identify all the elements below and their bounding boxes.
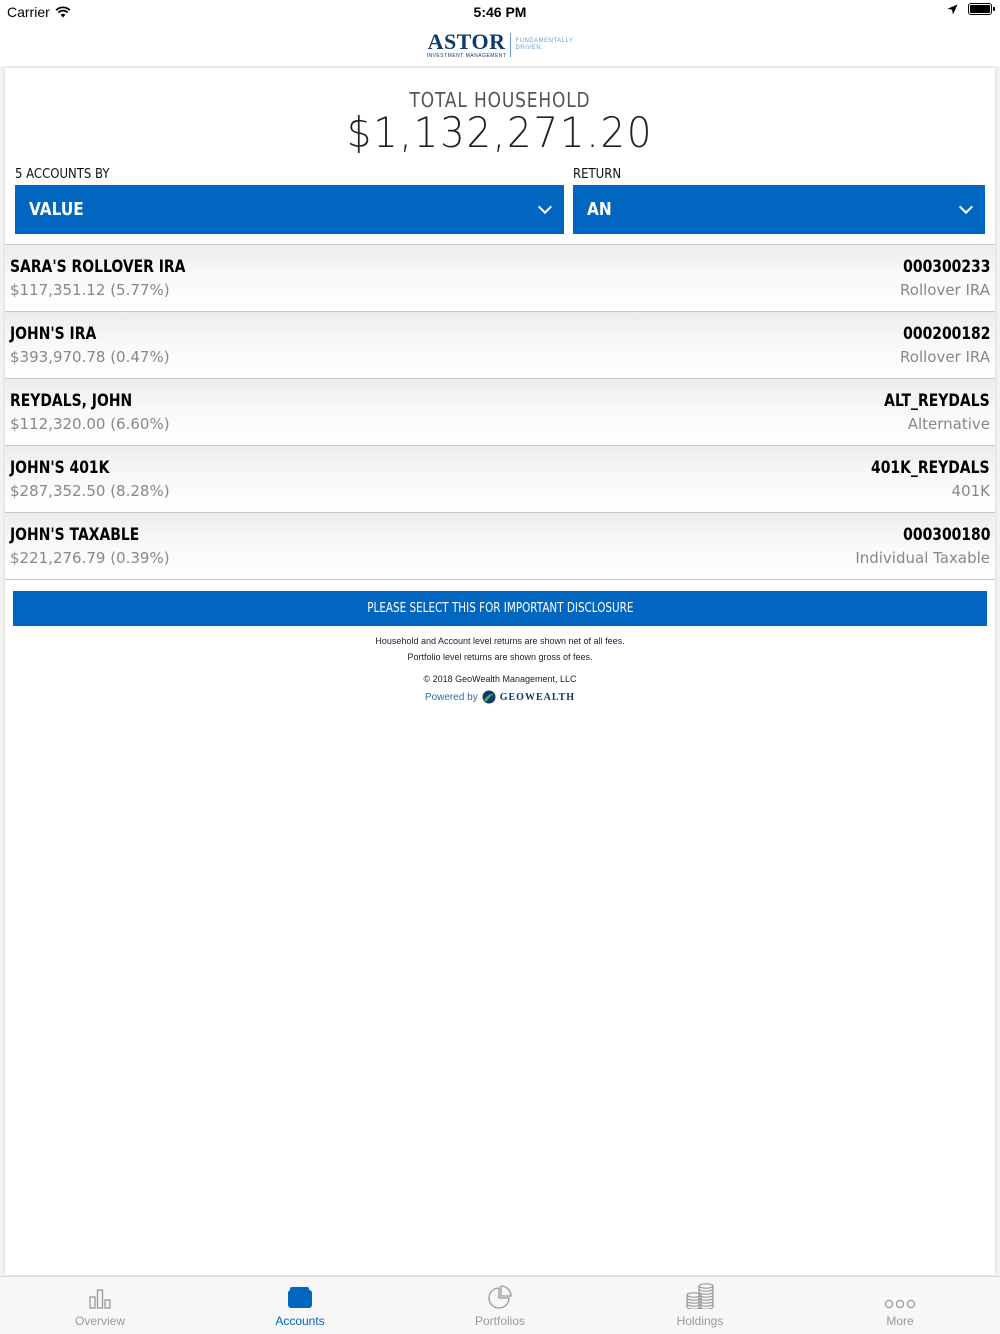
account-number: 000300233	[902, 257, 990, 277]
account-type: Individual Taxable	[855, 549, 990, 567]
app-header	[0, 24, 1000, 66]
tab-label: Holdings	[676, 1314, 724, 1328]
copyright: © 2018 GeoWealth Management, LLC	[423, 674, 577, 684]
account-row[interactable]	[5, 446, 995, 513]
account-number: ALT_REYDALS	[884, 391, 990, 411]
total-household-label: TOTAL HOUSEHOLD	[409, 88, 591, 112]
tab-label: Portfolios	[474, 1314, 526, 1328]
status-time: 5:46 PM	[473, 4, 527, 20]
account-name: SARA'S ROLLOVER IRA	[10, 257, 186, 277]
coins-stack-icon	[685, 1283, 715, 1309]
account-number: 000200182	[902, 324, 990, 344]
account-value: $287,352.50 (8.28%)	[10, 482, 170, 500]
tab-portfolios[interactable]	[400, 1277, 600, 1334]
logo-divider	[510, 33, 511, 57]
tab-bar	[0, 1276, 1000, 1334]
tab-label: More	[886, 1314, 914, 1328]
location-arrow-icon	[947, 4, 958, 15]
account-row[interactable]	[5, 245, 995, 312]
chevron-down-icon	[538, 199, 552, 213]
account-value: $117,351.12 (5.77%)	[10, 281, 170, 299]
bar-chart-icon	[89, 1289, 111, 1309]
sort-by-label: 5 ACCOUNTS BY	[15, 167, 110, 182]
battery-icon	[968, 3, 992, 15]
geowealth-logo-icon	[482, 690, 496, 704]
chevron-down-icon	[959, 199, 973, 213]
more-dots-icon	[884, 1299, 916, 1309]
account-number: 000300180	[902, 525, 990, 545]
logo-subtitle: INVESTMENT MANAGEMENT	[426, 53, 507, 59]
account-type: 401K	[951, 482, 990, 500]
carrier-label: Carrier	[7, 4, 50, 20]
return-value: AN	[587, 199, 612, 220]
account-row[interactable]	[5, 513, 995, 580]
logo-tagline-2: DRIVEN.	[515, 45, 544, 51]
tab-holdings[interactable]	[600, 1277, 800, 1334]
total-household-value: $1,132,271.20	[346, 108, 654, 157]
logo-tagline-1: FUNDAMENTALLY	[515, 38, 574, 44]
accounts-panel	[5, 68, 995, 1275]
tab-label: Accounts	[275, 1314, 325, 1328]
account-type: Alternative	[907, 415, 990, 433]
disclosure-button-label: PLEASE SELECT THIS FOR IMPORTANT DISCLOSURE	[366, 601, 634, 616]
account-number: 401K_REYDALS	[871, 458, 990, 478]
disclosure-button[interactable]	[13, 591, 987, 626]
tab-label: Overview	[74, 1314, 125, 1328]
account-name: REYDALS, JOHN	[10, 391, 133, 411]
returns-note-net: Household and Account level returns are shown net of all fees.	[375, 636, 625, 646]
returns-note-gross: Portfolio level returns are shown gross of fees.	[407, 652, 593, 662]
status-bar	[0, 0, 1000, 24]
powered-by-label: Powered by	[424, 691, 478, 703]
sort-by-dropdown[interactable]	[15, 185, 564, 234]
account-name: JOHN'S TAXABLE	[10, 525, 140, 545]
return-label: RETURN	[573, 167, 622, 182]
sort-by-value: VALUE	[29, 199, 84, 220]
logo-wordmark: ASTOR	[427, 29, 506, 54]
tab-more[interactable]	[800, 1277, 1000, 1334]
account-value: $393,970.78 (0.47%)	[10, 348, 170, 366]
account-value: $221,276.79 (0.39%)	[10, 549, 170, 567]
tab-overview[interactable]	[0, 1277, 200, 1334]
account-name: JOHN'S IRA	[10, 324, 97, 344]
account-type: Rollover IRA	[900, 348, 990, 366]
tab-accounts[interactable]	[200, 1277, 400, 1334]
account-type: Rollover IRA	[900, 281, 990, 299]
pie-chart-icon	[488, 1285, 512, 1309]
wallet-icon	[287, 1287, 313, 1309]
powered-by	[5, 690, 995, 704]
account-row[interactable]	[5, 312, 995, 379]
account-name: JOHN'S 401K	[10, 458, 110, 478]
account-value: $112,320.00 (6.60%)	[10, 415, 170, 433]
geowealth-wordmark: GEOWEALTH	[499, 691, 576, 703]
status-right-indicators	[947, 3, 992, 15]
astor-logo	[427, 31, 574, 59]
account-row[interactable]	[5, 379, 995, 446]
accounts-list	[5, 244, 995, 580]
return-dropdown[interactable]	[573, 185, 985, 234]
